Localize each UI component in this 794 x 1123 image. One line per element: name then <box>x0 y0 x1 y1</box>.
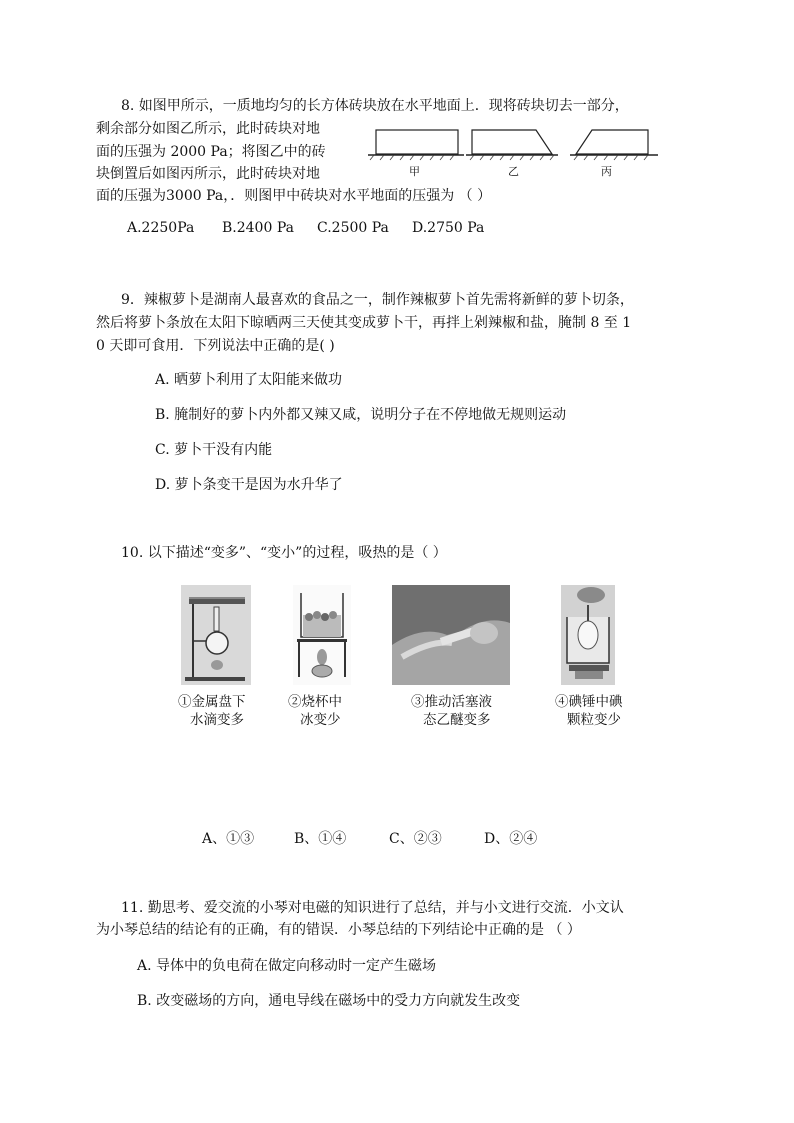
q9-line-3: 0 天即可食用．下列说法中正确的是( ) <box>96 338 335 354</box>
q9-line-1: 9．辣椒萝卜是湖南人最喜欢的食品之一，制作辣椒萝卜首先需将新鲜的萝卜切条， <box>121 292 634 308</box>
q9-option-d[interactable]: D. 萝卜条变干是因为水升华了 <box>155 477 343 493</box>
q8-option-b[interactable]: B.2400 Pa <box>222 220 294 236</box>
q8-label-yi: 乙 <box>508 165 519 178</box>
q10-caption-3-line-2: 态乙醚变多 <box>423 712 491 728</box>
q8-option-d[interactable]: D.2750 Pa <box>412 220 485 236</box>
q10-option-a[interactable]: A、①③ <box>202 831 255 847</box>
q10-caption-4-line-1: ④碘锤中碘 <box>555 694 623 710</box>
q10-caption-2-line-2: 冰变少 <box>300 712 341 728</box>
brick-bing <box>576 130 648 154</box>
q10-caption-4-line-2: 颗粒变少 <box>567 712 621 728</box>
q9-option-a[interactable]: A. 晒萝卜利用了太阳能来做功 <box>155 372 343 388</box>
q10-option-b[interactable]: B、①④ <box>294 831 347 847</box>
q9-option-c[interactable]: C. 萝卜干没有内能 <box>155 442 273 458</box>
q10-caption-3-line-1: ③推动活塞液 <box>411 694 492 710</box>
q8-option-a[interactable]: A.2250Pa <box>127 220 195 236</box>
q10-option-d[interactable]: D、②④ <box>484 831 538 847</box>
q10-photo-2-beaker-ice <box>293 585 351 685</box>
q8-line-2: 剩余部分如图乙所示，此时砖块对地 <box>96 121 320 137</box>
brick-yi <box>472 130 552 154</box>
q11-option-a[interactable]: A. 导体中的负电荷在做定向移动时一定产生磁场 <box>137 958 437 974</box>
q8-label-bing: 丙 <box>601 165 612 178</box>
q9-option-b[interactable]: B. 腌制好的萝卜内外都又辣又咸，说明分子在不停地做无规则运动 <box>155 407 567 423</box>
q9-line-2: 然后将萝卜条放在太阳下晾晒两三天使其变成萝卜干，再拌上剁辣椒和盐，腌制 8 至 1 <box>96 315 632 331</box>
q8-label-jia: 甲 <box>409 165 420 178</box>
q11-option-b[interactable]: B. 改变磁场的方向，通电导线在磁场中的受力方向就发生改变 <box>137 993 521 1009</box>
q10-photo-4-iodine-hammer <box>561 585 615 685</box>
q10-caption-1-line-1: ①金属盘下 <box>178 694 246 710</box>
q8-line-1: 8. 如图甲所示，一质地均匀的长方体砖块放在水平地面上．现将砖块切去一部分， <box>121 98 629 114</box>
q8-line-5: 面的压强为3000 Pa，．则图甲中砖块对水平地面的压强为 （ ） <box>96 188 492 204</box>
q8-line-3: 面的压强为 2000 Pa；将图乙中的砖 <box>96 144 326 160</box>
q11-line-1: 11. 勤思考、爱交流的小琴对电磁的知识进行了总结，并与小文进行交流．小文认 <box>121 900 624 916</box>
q8-line-4: 块倒置后如图丙所示，此时砖块对地 <box>96 166 320 182</box>
q10-photo-3-syringe-hands <box>392 585 510 685</box>
q10-option-c[interactable]: C、②③ <box>389 831 442 847</box>
q10-caption-2-line-1: ②烧杯中 <box>288 694 342 710</box>
q10-caption-1-line-2: 水滴变多 <box>190 712 244 728</box>
brick-jia <box>376 130 458 154</box>
q10-stem: 10. 以下描述“变多”、“变小”的过程，吸热的是（ ） <box>121 545 447 561</box>
q10-photo-1-flask-stand <box>181 585 251 685</box>
q8-option-c[interactable]: C.2500 Pa <box>317 220 389 236</box>
q11-line-2: 为小琴总结的结论有的正确，有的错误．小琴总结的下列结论中正确的是 （ ） <box>96 922 581 938</box>
